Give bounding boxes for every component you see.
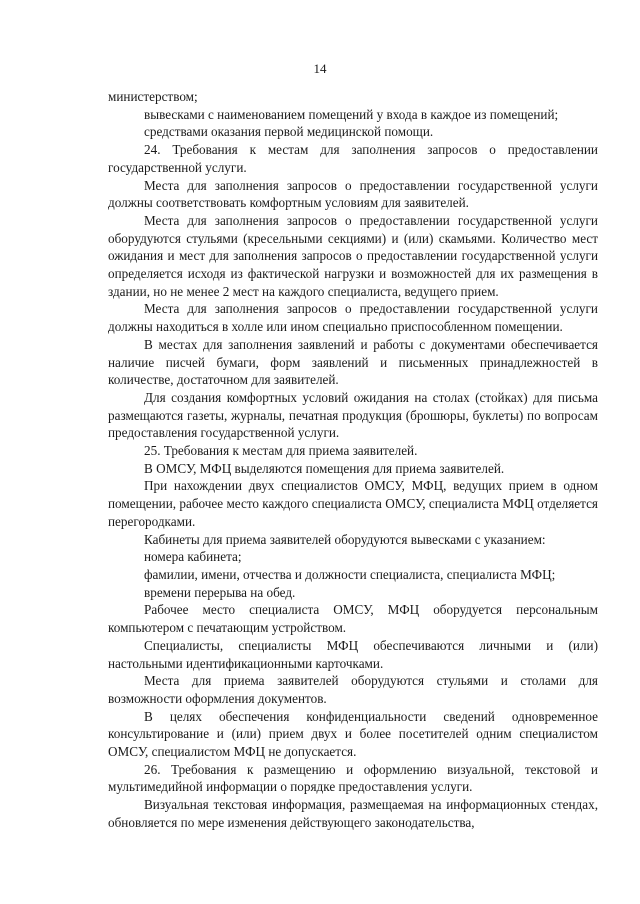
paragraph: Места для приема заявителей оборудуются стульями и столами для возможности оформления документов. bbox=[108, 673, 598, 706]
section-heading: 25. Требования к местам для приема заявителей. bbox=[144, 443, 418, 459]
paragraph: министерством; bbox=[108, 89, 198, 104]
list-item: фамилии, имени, отчества и должности специалиста, специалиста МФЦ; bbox=[144, 566, 556, 582]
paragraph: вывесками с наименованием помещений у входа в каждое из помещений; bbox=[144, 106, 559, 122]
paragraph: В целях обеспечения конфиденциальности сведений одновременное консультирование и (или) прием двух и более посетителей одним специалистом ОМСУ, специалистом МФЦ не допускается. bbox=[108, 708, 598, 760]
paragraph: В местах для заполнения заявлений и работы с документами обеспечивается наличие писчей бумаги, форм заявлений и письменных принадлежностей в количестве, достаточном для заявителей. bbox=[108, 336, 598, 388]
paragraph: Рабочее место специалиста ОМСУ, МФЦ оборудуется персональным компьютером с печатающим устройством. bbox=[108, 602, 598, 636]
paragraph: Места для заполнения запросов о предоставлении государственной услуги должны соответствовать комфортным условиям для заявителей. bbox=[108, 177, 598, 211]
page-number: 14 bbox=[313, 61, 327, 76]
paragraph: Специалисты, специалисты МФЦ обеспечиваются личными и (или) настольными идентификационными карточками. bbox=[108, 637, 598, 671]
list-item: номера кабинета; bbox=[144, 549, 242, 565]
paragraph: Места для заполнения запросов о предоставлении государственной услуги должны находиться в холле или ином специально приспособленном помещении. bbox=[108, 301, 598, 335]
section-heading: 26. Требования к размещению и оформлению визуальной, текстовой и мультимедийной информации о порядке предоставления услуги. bbox=[108, 761, 598, 795]
paragraph: Места для заполнения запросов о предоставлении государственной услуги оборудуются стульями (кресельными секциями) и (или) скамьями. Количество мест ожидания и мест для заполнения запросов о предоставлении государственной услуги определяется исходя из фактической нагрузки и возможностей для их размещения в здании, но не менее 2 мест на каждого специалиста, ведущего прием. bbox=[108, 212, 598, 299]
paragraph: Для создания комфортных условий ожидания на столах (стойках) для письма размещаются газеты, журналы, печатная продукция (брошюры, буклеты) по вопросам предоставления государственной услуги. bbox=[108, 389, 598, 441]
section-heading: 24. Требования к местам для заполнения запросов о предоставлении государственной услуги. bbox=[108, 142, 598, 175]
paragraph: Кабинеты для приема заявителей оборудуются вывесками с указанием: bbox=[144, 531, 546, 547]
list-item: времени перерыва на обед. bbox=[144, 584, 296, 600]
paragraph: В ОМСУ, МФЦ выделяются помещения для приема заявителей. bbox=[144, 460, 505, 476]
document-body bbox=[108, 88, 598, 832]
paragraph: При нахождении двух специалистов ОМСУ, МФЦ, ведущих прием в одном помещении, рабочее место каждого специалиста ОМСУ, специалиста МФЦ отделяется перегородками. bbox=[108, 478, 598, 529]
paragraph: средствами оказания первой медицинской помощи. bbox=[144, 124, 434, 140]
paragraph: Визуальная текстовая информация, размещаемая на информационных стендах, обновляется по мере изменения действующего законодательства, bbox=[108, 797, 598, 830]
